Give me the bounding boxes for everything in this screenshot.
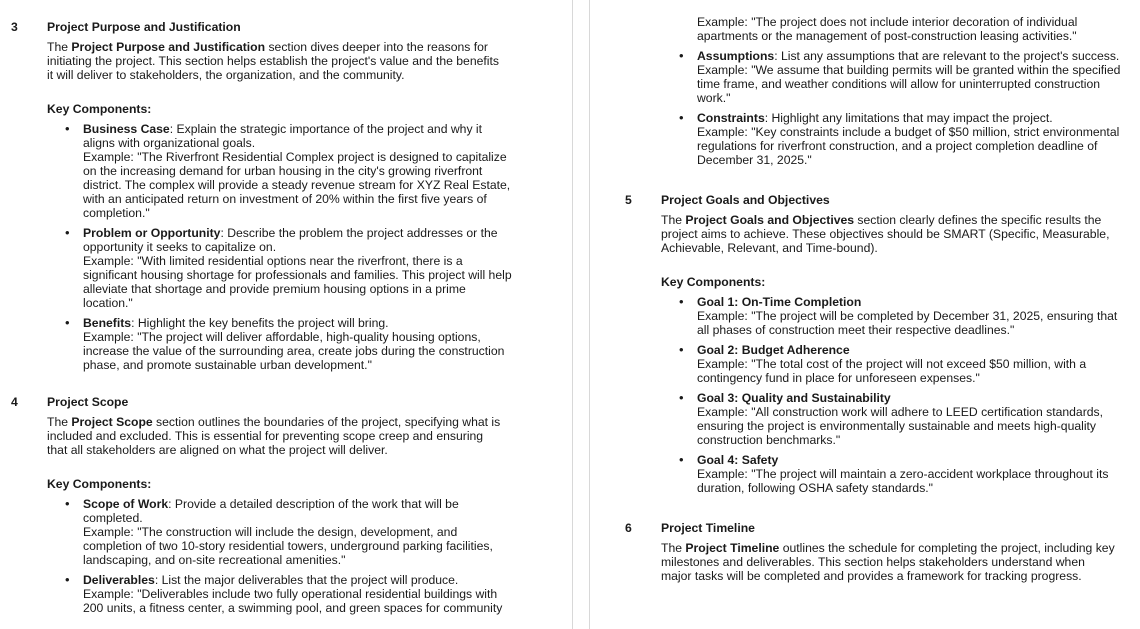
section-number: 5 — [625, 193, 632, 207]
section-title: Project Goals and Objectives — [661, 193, 830, 207]
key-components-heading: Key Components: — [661, 275, 766, 289]
key-components-heading: Key Components: — [47, 477, 152, 491]
section-title: Project Purpose and Justification — [47, 20, 241, 34]
section-intro: The Project Scope section outlines the boundaries of the project, specifying what is included and excluded. This is essential for preventing scope creep and ensuring that all stakeholders are aligned on what the project will deliver. — [47, 415, 501, 457]
section-number: 3 — [11, 20, 18, 34]
section-4-continued — [590, 15, 1140, 167]
list-item-continued: Example: "The project does not include interior decoration of individual apartments or the management of post-construction leasing activities." — [697, 15, 1078, 43]
key-components-list — [661, 295, 1127, 495]
list-item: • Goal 3: Quality and Sustainability Example: "All construction work will adhere to LEED certification standards, ensuring the project is environmentally sustainable and meets high-quality construction benchmarks." — [697, 391, 1127, 447]
key-components-list — [47, 497, 513, 615]
section-title: Project Scope — [47, 395, 129, 409]
list-item: • Constraints: Highlight any limitations that may impact the project. Example: "Key constraints include a budget of $50 million, strict environmental regulations for riverfront construction, and a project completion deadline of December 31, 2025." — [697, 111, 1127, 167]
section-number: 6 — [625, 521, 632, 535]
left-page-content — [0, 0, 560, 621]
list-item: • Business Case: Explain the strategic importance of the project and why it aligns with organizational goals. Example: "The Riverfront Residential Complex project is designed to capitalize on the increasing demand for urban housing in the city's growing riverfront district. The complex will provide a steady revenue stream for XYZ Real Estate, with an anticipated return on investment of 20% within the first five years of completion." — [83, 122, 513, 220]
section-intro: The Project Timeline outlines the schedule for completing the project, including key milestones and deliverables. This section helps stakeholders understand when major tasks will be completed and provides a framework for tracking progress. — [661, 541, 1115, 583]
section-intro: The Project Purpose and Justification section dives deeper into the reasons for initiating the project. This section helps establish the project's value and the benefits it will deliver to stakeholders, the organization, and the community. — [47, 40, 499, 82]
right-page-content — [590, 0, 1140, 583]
list-item: • Problem or Opportunity: Describe the problem the project addresses or the opportunity it seeks to capitalize on. Example: "With limited residential options near the riverfront, there is a significant housing shortage for professionals and families. This project will help alleviate that shortage and provide premium housing options in a prime location." — [83, 226, 513, 310]
list-item: • Assumptions: List any assumptions that are relevant to the project's success. Example: "We assume that building permits will be granted within the specified time frame, and weather conditions will allow for uninterrupted construction work." — [697, 49, 1127, 105]
section-number: 4 — [11, 395, 18, 409]
list-item: • Deliverables: List the major deliverables that the project will produce. Example: "Deliverables include two fully operational residential buildings with 200 units, a fitness center, a swimming pool, and green spaces for community — [83, 573, 513, 615]
list-item: • Goal 2: Budget Adherence Example: "The total cost of the project will not exceed $50 million, with a contingency fund in place for unforeseen expenses." — [697, 343, 1127, 385]
list-item: • Benefits: Highlight the key benefits the project will bring. Example: "The project will deliver affordable, high-quality housing options, increase the value of the surrounding area, create jobs during the construction phase, and promote sustainable urban development." — [83, 316, 513, 372]
key-components-list — [47, 122, 513, 372]
list-item: • Goal 1: On-Time Completion Example: "The project will be completed by December 31, 2025, ensuring that all phases of construction meet their respective deadlines." — [697, 295, 1127, 337]
key-components-heading: Key Components: — [47, 102, 152, 116]
section-6 — [590, 521, 1140, 583]
right-page — [590, 0, 1140, 629]
section-title: Project Timeline — [661, 521, 755, 535]
section-5 — [590, 193, 1140, 495]
key-components-list — [661, 15, 1127, 167]
section-3 — [0, 20, 560, 372]
list-item: • Goal 4: Safety Example: "The project will maintain a zero-accident workplace throughout its duration, following OSHA safety standards." — [697, 453, 1127, 495]
section-intro: The Project Goals and Objectives section clearly defines the specific results the project aims to achieve. These objectives should be SMART (Specific, Measurable, Achievable, Relevant, and Time-bound). — [661, 213, 1110, 255]
section-4 — [0, 395, 560, 615]
list-item: • Scope of Work: Provide a detailed description of the work that will be completed. Example: "The construction will include the design, development, and completion of two 10-story residential towers, underground parking facilities, landscaping, and on-site recreational amenities." — [83, 497, 513, 567]
page-gutter — [572, 0, 590, 629]
